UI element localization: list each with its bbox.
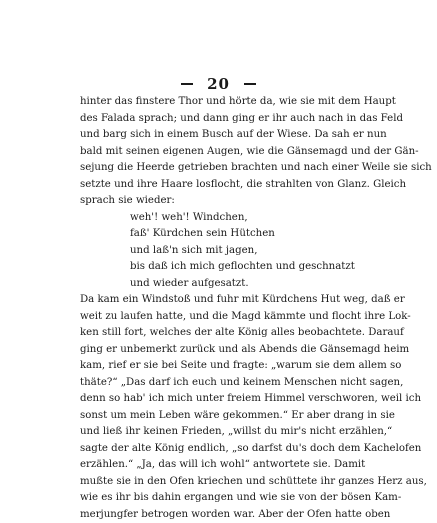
text-line: erzählen.“ „Ja, das will ich wohl“ antwortete sie. Damit [80,457,359,474]
text-line: und barg sich in einem Busch auf der Wiese. Da sah er nun [80,127,359,144]
text-line: des Falada sprach; und dann ging er ihr auch nach in das Feld [80,111,359,128]
text-line: merjungfer betrogen worden war. Aber der Ofen hatte oben [80,507,359,523]
verse-line: faß' Kürdchen sein Hütchen [80,226,359,243]
paragraph-1 [80,94,359,210]
page-header [0,74,437,94]
text-line: sonst um mein Leben wäre gekommen.“ Er aber drang in sie [80,408,359,425]
text-line: und ließ ihr keinen Frieden, „willst du mir's nicht erzählen,“ [80,424,359,441]
verse-block [80,210,359,293]
text-line: sejung die Heerde getrieben brachten und nach einer Weile sie sich [80,160,359,177]
verse-line: weh'! weh'! Windchen, [80,210,359,227]
text-line: hinter das finstere Thor und hörte da, wie sie mit dem Haupt [80,94,359,111]
page-number: 20 [207,75,230,93]
text-line: bald mit seinen eigenen Augen, wie die Gänsemagd und der Gän- [80,144,359,161]
text-line: ging er unbemerkt zurück und als Abends die Gänsemagd heim [80,342,359,359]
header-dash-left [181,83,193,85]
text-line: setzte und ihre Haare losflocht, die strahlten von Glanz. Gleich [80,177,359,194]
text-line: wie es ihr bis dahin ergangen und wie sie von der bösen Kam- [80,490,359,507]
text-line: denn so hab' ich mich unter freiem Himmel verschworen, weil ich [80,391,359,408]
text-line: sagte der alte König endlich, „so darfst du's doch dem Kachelofen [80,441,359,458]
text-line: kam, rief er sie bei Seite und fragte: „warum sie dem allem so [80,358,359,375]
verse-line: bis daß ich mich geflochten und geschnatzt [80,259,359,276]
body-text [80,94,359,523]
text-line: thäte?“ „Das darf ich euch und keinem Menschen nicht sagen, [80,375,359,392]
text-line: mußte sie in den Ofen kriechen und schüttete ihr ganzes Herz aus, [80,474,359,491]
verse-line: und wieder aufgesatzt. [80,276,359,293]
paragraph-2 [80,292,359,523]
header-dash-right [244,83,256,85]
text-line: ken still fort, welches der alte König alles beobachtete. Darauf [80,325,359,342]
text-line: weit zu laufen hatte, und die Magd kämmte und flocht ihre Lok- [80,309,359,326]
text-line: sprach sie wieder: [80,193,359,210]
verse-line: und laß'n sich mit jagen, [80,243,359,260]
text-line: Da kam ein Windstoß und fuhr mit Kürdchens Hut weg, daß er [80,292,359,309]
